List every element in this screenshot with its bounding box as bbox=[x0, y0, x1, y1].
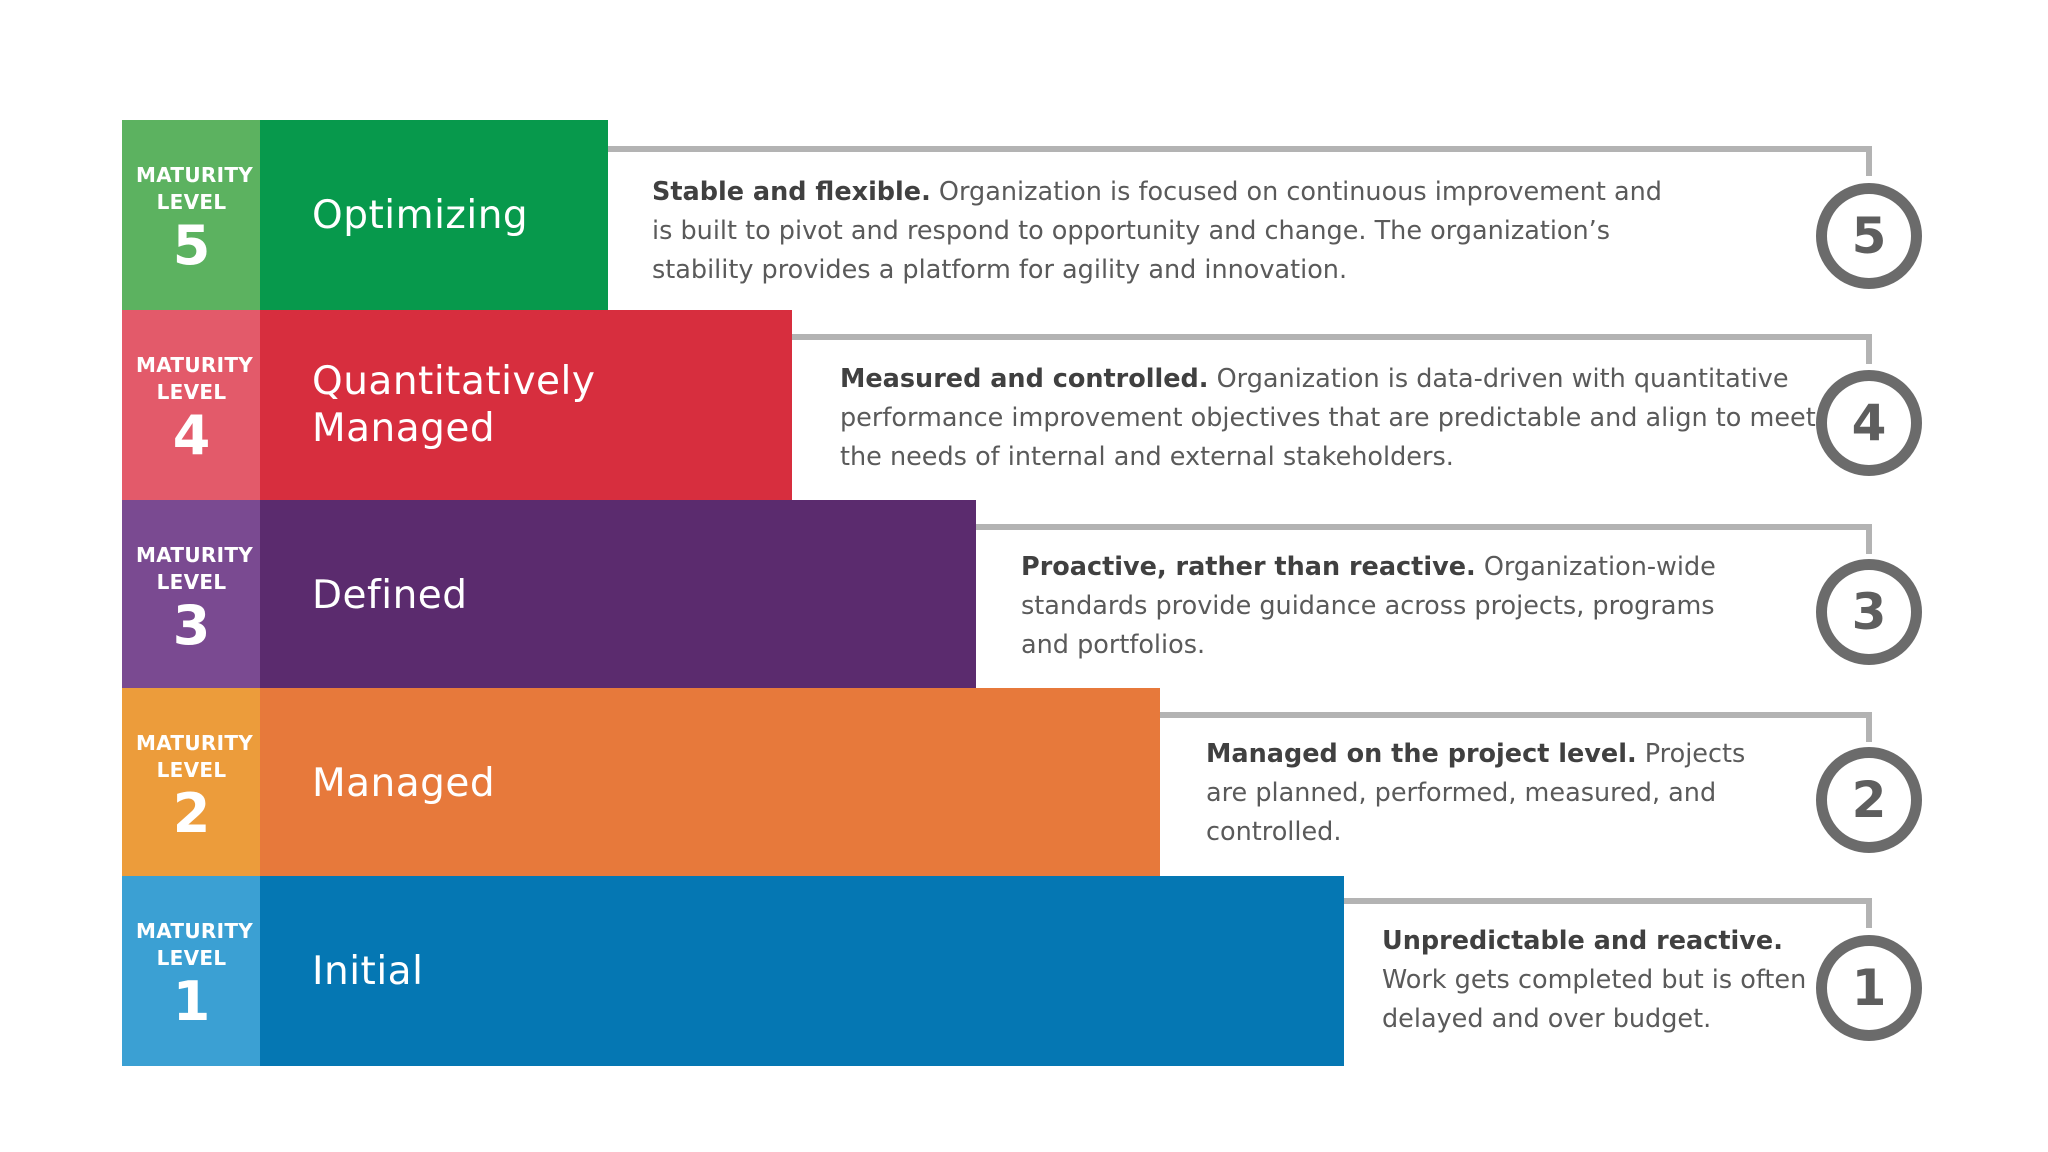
description-lead: Measured and controlled. bbox=[840, 364, 1209, 394]
badge-label: MATURITY LEVEL bbox=[136, 163, 254, 214]
description-body: Organization-wide standards provide guidance across projects, programs and portfolios. bbox=[1021, 552, 1716, 660]
level-description bbox=[1382, 922, 1842, 1039]
maturity-level-name: Managed bbox=[312, 760, 496, 806]
level-description bbox=[1021, 548, 1761, 665]
maturity-level-badge bbox=[122, 688, 261, 878]
maturity-level-bar bbox=[260, 500, 976, 690]
level-number-circle: 1 bbox=[1816, 935, 1922, 1041]
maturity-level-bar bbox=[260, 120, 608, 310]
badge-level-number: 1 bbox=[172, 970, 211, 1033]
description-lead: Unpredictable and reactive. bbox=[1382, 926, 1783, 956]
maturity-level-name: Initial bbox=[312, 948, 424, 994]
connector-line bbox=[792, 334, 1872, 364]
maturity-level-badge bbox=[122, 310, 261, 500]
maturity-level-bar bbox=[260, 688, 1160, 878]
connector-line bbox=[976, 524, 1872, 554]
badge-label: MATURITY LEVEL bbox=[136, 353, 254, 404]
maturity-level-name: Quantitatively Managed bbox=[312, 359, 596, 451]
description-lead: Proactive, rather than reactive. bbox=[1021, 552, 1476, 582]
badge-level-number: 4 bbox=[172, 404, 211, 467]
level-number-circle: 3 bbox=[1816, 559, 1922, 665]
maturity-level-name: Optimizing bbox=[312, 192, 529, 238]
level-number-circle: 2 bbox=[1816, 747, 1922, 853]
badge-label: MATURITY LEVEL bbox=[136, 543, 254, 594]
level-description bbox=[652, 173, 1682, 290]
level-description bbox=[840, 360, 1840, 477]
description-body: Work gets completed but is often delayed and over budget. bbox=[1382, 965, 1807, 1034]
maturity-level-badge bbox=[122, 120, 261, 310]
badge-level-number: 3 bbox=[172, 594, 211, 657]
badge-level-number: 5 bbox=[172, 214, 211, 277]
level-description bbox=[1206, 735, 1766, 852]
connector-line bbox=[1160, 712, 1872, 742]
maturity-level-badge bbox=[122, 500, 261, 690]
description-lead: Managed on the project level. bbox=[1206, 739, 1637, 769]
description-body: Organization is data-driven with quantitative performance improvement objectives that are predictable and align to meet the needs of internal and external stakeholders. bbox=[840, 364, 1816, 472]
maturity-level-bar bbox=[260, 310, 792, 500]
level-number-circle: 5 bbox=[1816, 183, 1922, 289]
connector-line bbox=[608, 146, 1872, 176]
description-body: Projects are planned, performed, measured, and controlled. bbox=[1206, 739, 1746, 847]
maturity-level-name: Defined bbox=[312, 572, 468, 618]
description-body: Organization is focused on continuous improvement and is built to pivot and respond to opportunity and change. The organization’s stability provides a platform for agility and innovation. bbox=[652, 177, 1662, 285]
badge-level-number: 2 bbox=[172, 782, 211, 845]
connector-line bbox=[1344, 898, 1872, 928]
badge-label: MATURITY LEVEL bbox=[136, 919, 254, 970]
maturity-level-bar bbox=[260, 876, 1344, 1066]
badge-label: MATURITY LEVEL bbox=[136, 731, 254, 782]
maturity-level-badge bbox=[122, 876, 261, 1066]
level-number-circle: 4 bbox=[1816, 370, 1922, 476]
description-lead: Stable and flexible. bbox=[652, 177, 931, 207]
